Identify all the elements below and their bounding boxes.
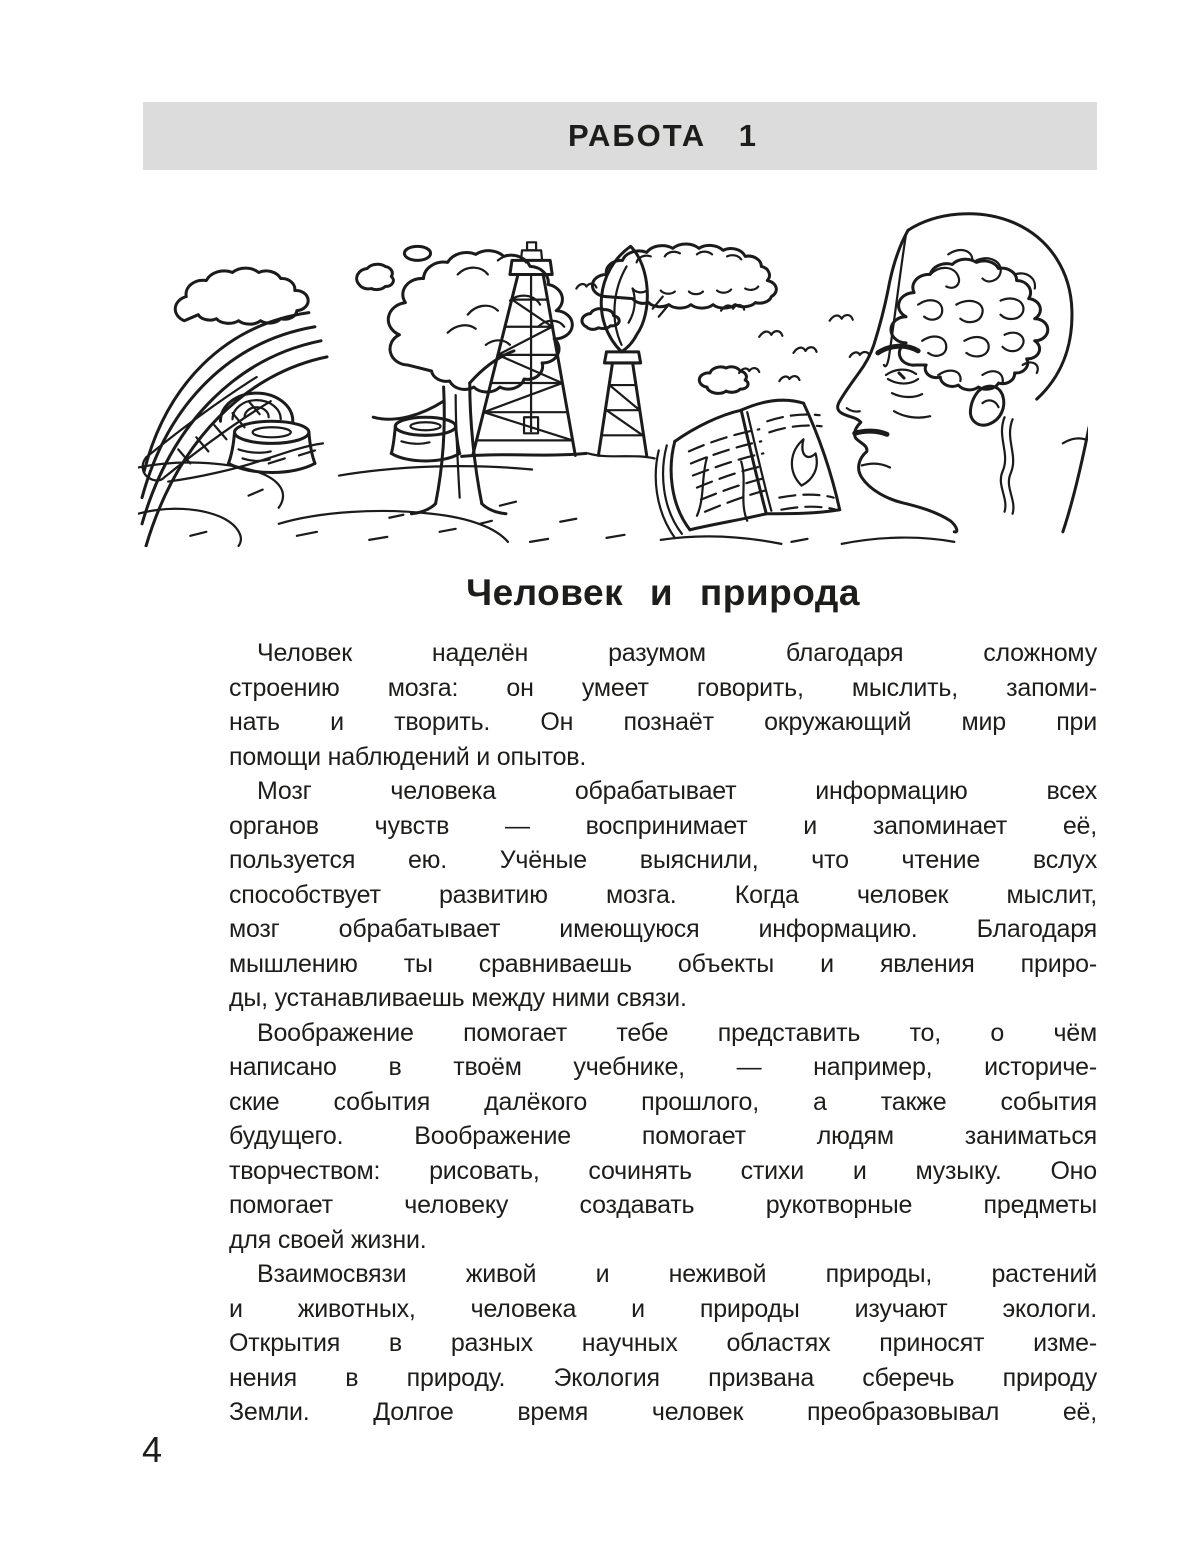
article-title: Человек и природа [466, 572, 860, 613]
open-book-icon [656, 400, 840, 538]
text-line: Человек наделён разумом благодаря сложному [257, 639, 1097, 667]
text-line: Взаимосвязи живой и неживой природы, растений [257, 1260, 1097, 1288]
text-line: ды, устанавливаешь между ними связи. [229, 984, 687, 1012]
text-line: Мозг человека обрабатывает информацию всех [257, 777, 1097, 805]
nature-illustration-svg [138, 203, 1088, 547]
article-body [229, 636, 1097, 1430]
text-line: мышлению ты сравниваешь объекты и явления приро- [229, 949, 1097, 978]
text-line: нения в природу. Экология призвана сберечь природу [229, 1363, 1097, 1392]
text-line: нать и творить. Он познаёт окружающий мир при [229, 708, 1097, 736]
ground-icon [138, 453, 954, 545]
text-line: органов чувств — воспринимает и запоминает её, [229, 811, 1097, 840]
text-line: и животных, человека и природы изучают экологи. [229, 1294, 1097, 1323]
text-line: строению мозга: он умеет говорить, мыслить, запоми- [229, 673, 1097, 702]
text-line: написано в твоём учебнике, — например, историче- [229, 1053, 1097, 1081]
text-line: Земли. Долгое время человек преобразовывал её, [229, 1398, 1097, 1426]
gas-flare-icon [598, 246, 668, 455]
nature-illustration [138, 203, 1088, 547]
text-line: творчеством: рисовать, сочинять стихи и музыку. Оно [229, 1156, 1097, 1185]
work-title: РАБОТА 1 [568, 118, 758, 153]
text-line: пользуется ею. Учёные выяснили, что чтение вслух [229, 846, 1097, 874]
tree-stump-icon-right [391, 417, 459, 461]
text-line: помощи наблюдений и опытов. [229, 742, 587, 771]
work-header-bar [143, 102, 1097, 170]
tree-stump-icon-left [220, 393, 314, 472]
text-line: Открытия в разных научных областях приносят изме- [229, 1329, 1097, 1357]
text-line: ские события далёкого прошлого, а также события [229, 1087, 1097, 1116]
text-line: способствует развитию мозга. Когда человек мыслит, [229, 880, 1097, 909]
human-head-brain-icon [838, 214, 1088, 532]
text-line: помогает человеку создавать рукотворные предметы [229, 1191, 1097, 1219]
text-line: для своей жизни. [229, 1225, 427, 1254]
text-line: Воображение помогает тебе представить то, о чём [257, 1018, 1097, 1047]
oil-derrick-icon [462, 242, 587, 456]
page-number: 4 [142, 1429, 163, 1470]
text-line: будущего. Воображение помогает людям заниматься [229, 1122, 1097, 1150]
text-line: мозг обрабатывает имеющуюся информацию. Благодаря [229, 915, 1097, 943]
